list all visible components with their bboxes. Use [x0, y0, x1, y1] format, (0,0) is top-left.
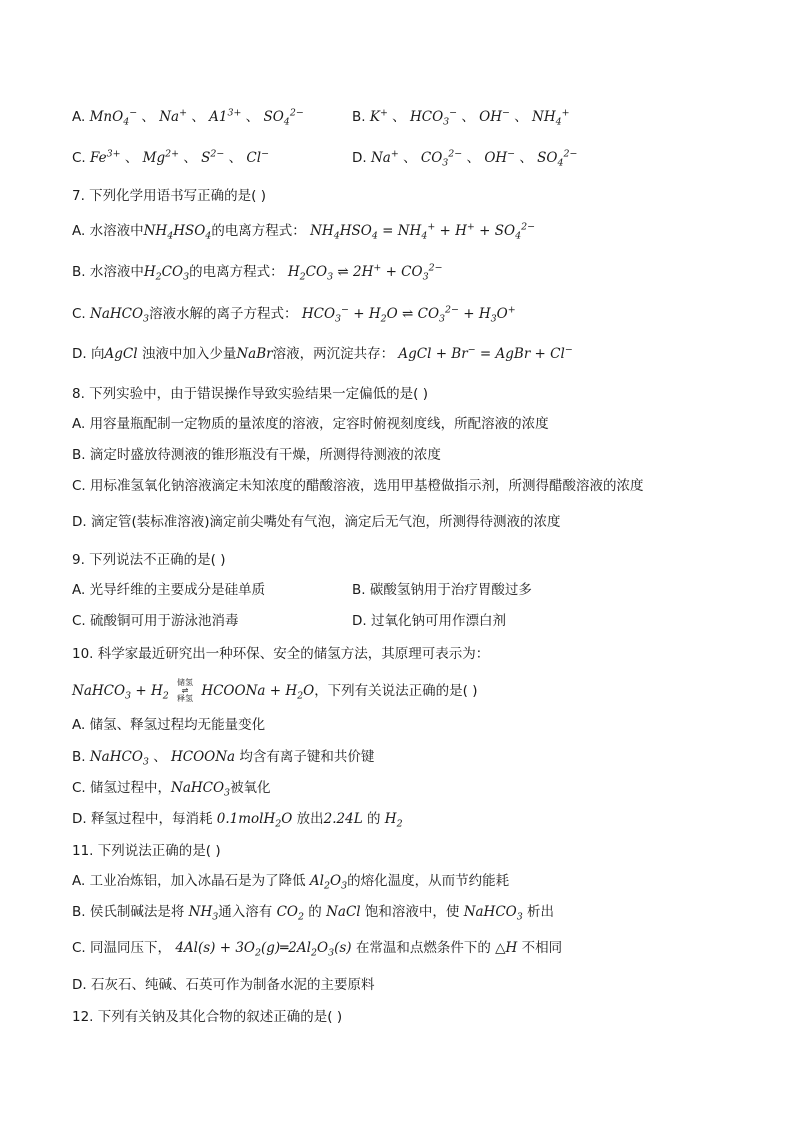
q10-equation: NaHCO$_3$ + $H_2$ 储氢 ⇌ 释氢 HCOONa + $H_2O$，下列有关说法正确的是( ): [72, 678, 478, 703]
q9-option-a: A. 光导纤维的主要成分是硅单质: [72, 582, 266, 598]
q9-option-b: B. 碳酸氢钠用于治疗胃酸过多: [352, 582, 532, 598]
q6-option-c: C. $Fe^{3+}$ 、 $Mg^{2+}$ 、 $S^{2-}$ 、 Cl−: [72, 148, 269, 166]
q10-option-c: C. 储氢过程中，NaHCO$_3$被氧化: [72, 780, 271, 799]
q10-option-b: B. NaHCO$_3$ 、 HCOONa 均含有离子键和共价键: [72, 749, 375, 768]
q12-stem: 12. 下列有关钠及其化合物的叙述正确的是( ): [72, 1009, 343, 1025]
q8-stem: 8. 下列实验中，由于错误操作导致实验结果一定偏低的是( ): [72, 386, 428, 402]
q8-option-a: A. 用容量瓶配制一定物质的量浓度的溶液，定容时俯视刻度线，所配溶液的浓度: [72, 416, 549, 432]
q9-option-d: D. 过氧化钠可用作漂白剂: [352, 613, 506, 629]
q8-option-b: B. 滴定时盛放待测液的锥形瓶没有干燥，所测得待测液的浓度: [72, 447, 441, 463]
q8-option-d: D. 滴定管(装标准溶液)滴定前尖嘴处有气泡，滴定后无气泡，所测得待测液的浓度: [72, 514, 561, 530]
reversible-arrow: 储氢 ⇌ 释氢: [177, 678, 194, 703]
q7-stem: 7. 下列化学用语书写正确的是( ): [72, 188, 266, 204]
q6-option-a: A. MnO$_4$− 、 Na+ 、 $A1^{3+}$ 、 $SO_4^{2-}$: [72, 107, 304, 128]
q11-option-b: B. 侯氏制碱法是将 $NH_3$通入溶有 $CO_2$ 的 NaCl 饱和溶液中，使 NaHCO$_3$ 析出: [72, 904, 555, 923]
q7-option-c: C. NaHCO$_3$溶液水解的离子方程式： $HCO_3^- + H_2O$ ⇌ $CO_3^{2-} + H_3O^+$: [72, 304, 516, 325]
q10-option-d: D. 释氢过程中，每消耗 0.1molH$_2$O 放出2.24L 的 $H_2$: [72, 811, 403, 830]
q9-stem: 9. 下列说法不正确的是( ): [72, 552, 226, 568]
q11-stem: 11. 下列说法正确的是( ): [72, 843, 221, 859]
q7-option-d: D. 向AgCl 浊液中加入少量NaBr溶液，两沉淀共存： AgCl + Br− = AgBr + Cl−: [72, 344, 573, 362]
q11-option-d: D. 石灰石、纯碱、石英可作为制备水泥的主要原料: [72, 977, 375, 993]
q10-option-a: A. 储氢、释氢过程均无能量变化: [72, 717, 266, 733]
q11-option-c: C. 同温同压下， $4Al(s) + 3O_2(g)═2Al_2O_3(s)$ 在常温和点燃条件下的 △H 不相同: [72, 940, 563, 959]
q7-option-a: A. 水溶液中$NH_4HSO_4$的电离方程式： $NH_4HSO_4 = NH_4^+ + H^+ + SO_4^{2-}$: [72, 221, 535, 242]
q6-option-b: B. K+ 、 $HCO_3^-$ 、 OH− 、 $NH_4^+$: [352, 107, 570, 128]
q10-stem: 10. 科学家最近研究出一种环保、安全的储氢方法，其原理可表示为：: [72, 646, 490, 662]
q9-option-c: C. 硫酸铜可用于游泳池消毒: [72, 613, 239, 629]
q6-option-d: D. Na+ 、 $CO_3^{2-}$ 、 OH− 、 $SO_4^{2-}$: [352, 148, 578, 169]
q8-option-c: C. 用标准氢氧化钠溶液滴定未知浓度的醋酸溶液，选用甲基橙做指示剂，所测得醋酸溶液的浓度: [72, 478, 644, 494]
q7-option-b: B. 水溶液中$H_2CO_3$的电离方程式： $H_2CO_3$ ⇌ $2H^+ + CO_3^{2-}$: [72, 262, 443, 283]
q11-option-a: A. 工业冶炼铝，加入冰晶石是为了降低 $Al_2O_3$的熔化温度，从而节约能耗: [72, 873, 510, 892]
